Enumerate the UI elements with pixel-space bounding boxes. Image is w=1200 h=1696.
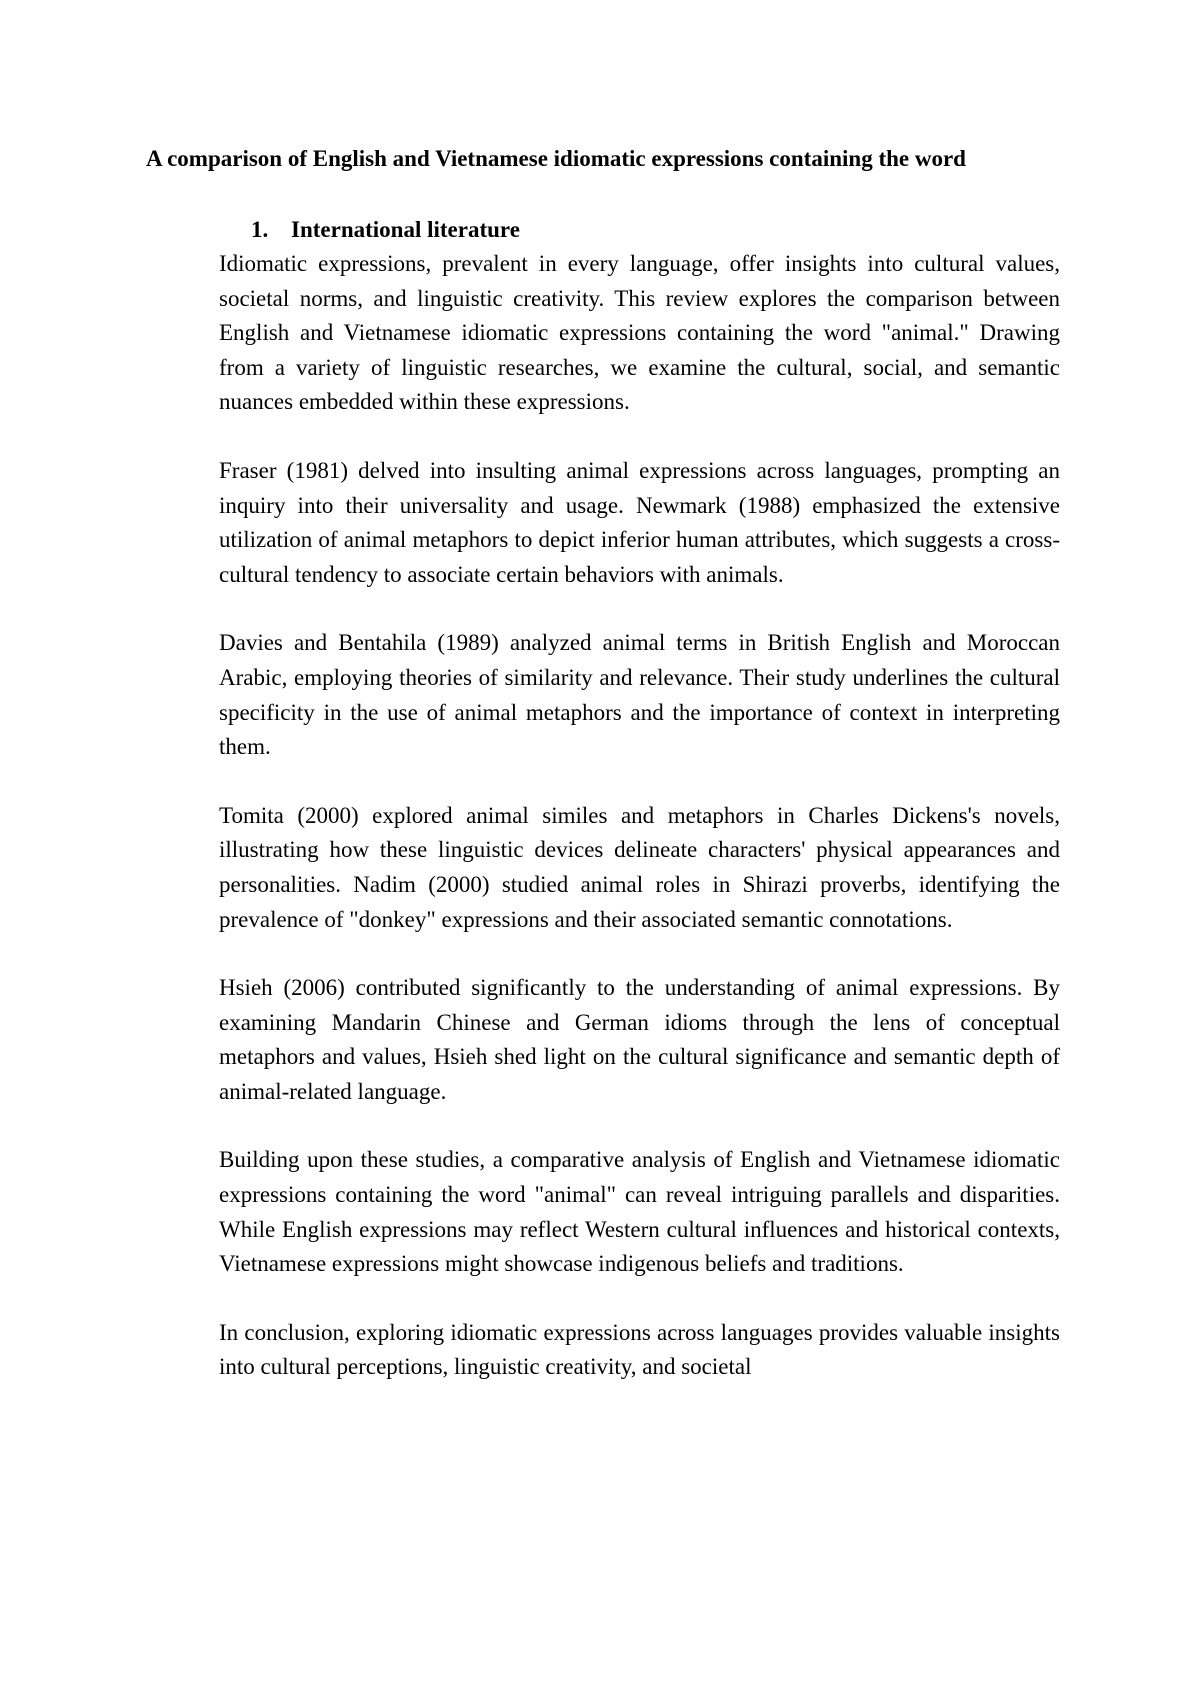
paragraph-conclusion: In conclusion, exploring idiomatic expressions across languages provides valuable insights into cultural perceptions, linguistic creativity, and societal	[219, 1319, 1060, 1380]
section-heading-text: International literature	[291, 217, 520, 242]
paragraph-davies-bentahila: Davies and Bentahila (1989) analyzed animal terms in British English and Moroccan Arabic, employing theories of similarity and relevance. Their study underlines the cultural specificity in the use of animal metaphors and the importance of context in interpreting them.	[219, 630, 1060, 760]
section-number: 1.	[251, 217, 269, 242]
paragraph-comparative-analysis: Building upon these studies, a comparative analysis of English and Vietnamese idiomatic expressions containing the word "animal" can reveal intriguing parallels and disparities. While English expressions may reflect Western cultural influences and historical contexts, Vietnamese expressions might showcase indigenous beliefs and traditions.	[219, 1147, 1060, 1277]
paragraph-fraser-newmark: Fraser (1981) delved into insulting animal expressions across languages, prompting an inquiry into their universality and usage. Newmark (1988) emphasized the extensive utilization of animal metaphors to depict inferior human attributes, which suggests a cross-cultural tendency to associate certain behaviors with animals.	[219, 457, 1060, 587]
document-title: A comparison of English and Vietnamese idiomatic expressions containing the word	[146, 146, 966, 171]
document-body	[219, 247, 1060, 1419]
paragraph-hsieh: Hsieh (2006) contributed significantly to the understanding of animal expressions. By examining Mandarin Chinese and German idioms through the lens of conceptual metaphors and values, Hsieh shed light on the cultural significance and semantic depth of animal-related language.	[219, 975, 1060, 1104]
section-heading	[251, 213, 520, 247]
paragraph-intro: Idiomatic expressions, prevalent in every language, offer insights into cultural values, societal norms, and linguistic creativity. This review explores the comparison between English and Vietnamese idiomatic expressions containing the word "animal." Drawing from a variety of linguistic researches, we examine the cultural, social, and semantic nuances embedded within these expressions.	[219, 251, 1060, 415]
paragraph-tomita-nadim: Tomita (2000) explored animal similes and metaphors in Charles Dickens's novels, illustrating how these linguistic devices delineate characters' physical appearances and personalities. Nadim (2000) studied animal roles in Shirazi proverbs, identifying the prevalence of "donkey" expressions and their associated semantic connotations.	[219, 802, 1060, 932]
